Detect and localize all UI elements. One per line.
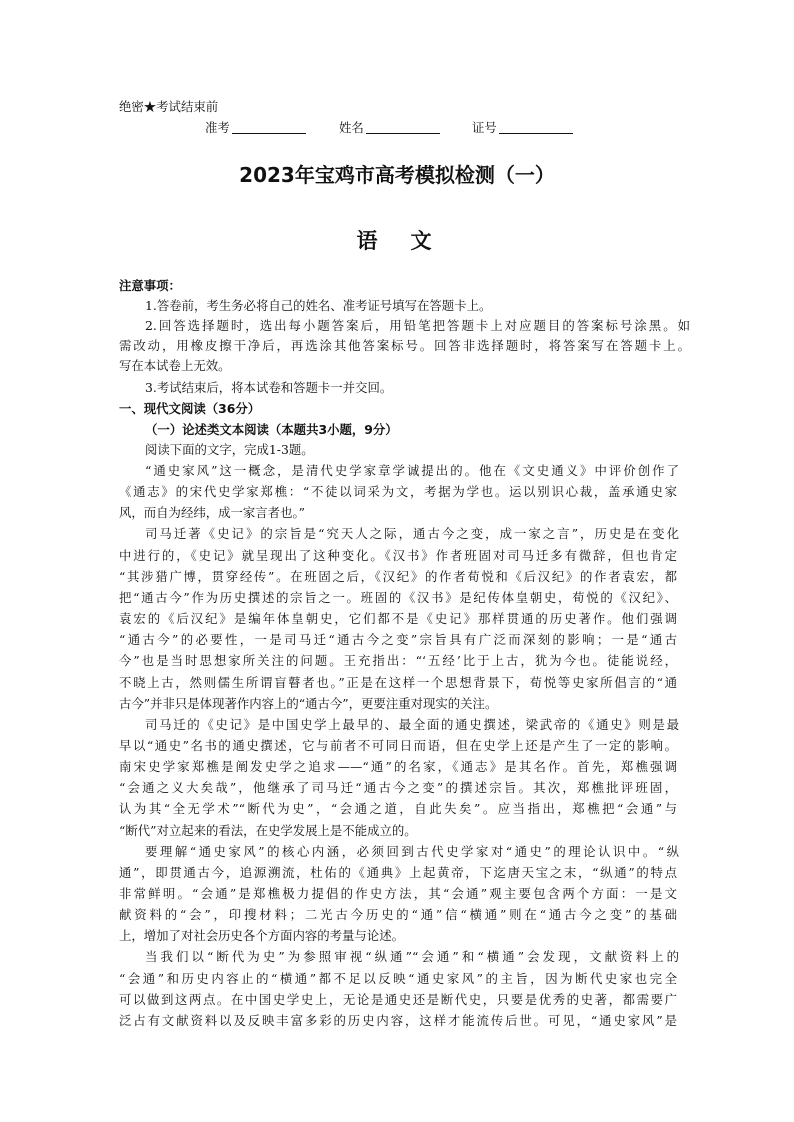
passage-line: 当我们以“断代为史”为参照审视“纵通”“会通”和“横通”会发现，文献资料上的 <box>145 949 679 964</box>
name-blank <box>366 121 440 134</box>
passage-line: 今”也是当时思想家所关注的问题。王充指出：“‘五经’比于上古，犹为今也。徒能说经， <box>119 653 677 668</box>
passage-line: 献资料的“会”，印搜材料；二光古今历史的“通”信“横通”则在“通古今之变”的基础 <box>119 907 677 922</box>
subject-title: 语 文 <box>356 229 438 253</box>
passage-line: 把“通古今”作为历史撰述的宗旨之一。班固的《汉书》是纪传体皇朝史，荀悦的《汉纪》、 <box>119 590 677 605</box>
exam-title: 2023年宝鸡市高考模拟检测（一） <box>239 163 555 187</box>
subsection-heading: （一）论述类文本阅读（本题共3小题，9分） <box>145 422 398 437</box>
notes-item: 写在本试卷上无效。 <box>119 358 231 373</box>
section-heading: 一、现代文阅读（36分） <box>119 401 261 416</box>
name-field <box>339 120 440 136</box>
name-label: 姓名 <box>339 120 364 135</box>
notes-heading: 注意事项： <box>119 278 181 293</box>
passage-line: “会通”和历史内容止的“横通”都不足以反映“通史家风”的主旨，因为断代史家也完全 <box>119 971 677 986</box>
passage-line: 南宋史学家郑樵是阐发史学之追求——“通”的名家，《通志》是其名作。首先，郑樵强调 <box>119 759 677 774</box>
examinee-id-field <box>205 120 306 136</box>
passage-line: 可以做到这两点。在中国史学史上，无论是通史还是断代史，只要是优秀的史著，都需要广 <box>119 992 677 1007</box>
passage-line: 泛占有文献资料以及反映丰富多彩的历史内容，这样才能流传后世。可见，“通史家风”是 <box>119 1013 677 1028</box>
passage-line: 中进行的，《史记》就呈现出了这种变化。《汉书》作者班固对司马迁多有微辞，但也肯定 <box>119 548 677 563</box>
instruction-text: 阅读下面的文字，完成1-3题。 <box>145 442 314 457</box>
notes-item: 需改动，用橡皮擦干净后，再选涂其他答案标号。回答非选择题时，将答案写在答题卡上。 <box>119 338 690 353</box>
examinee-id-label: 准考 <box>205 120 230 135</box>
passage-line: 《通志》的宋代史学家郑樵：“不徒以词采为文，考据为学也。运以别识心裁，盖承通史家 <box>119 484 677 499</box>
passage-line: 要理解“通史家风”的核心内涵，必须回到古代史学家对“通史”的理论认识中。“纵 <box>145 844 679 859</box>
passage-line: 早以“通史”名书的通史撰述，它与前者不可同日而语，但在史学上还是产生了一定的影响。 <box>119 738 677 753</box>
passage-line: “会通之义大矣哉”，他继承了司马迁“通古今之变”的撰述宗旨。其次，郑樵批评班固， <box>119 780 677 795</box>
passage-line: 非常鲜明。“会通”是郑樵极力提倡的作史方法，其“会通”观主要包含两个方面：一是文 <box>119 886 677 901</box>
passage-line: 司马迁著《史记》的宗旨是“究天人之际，通古今之变，成一家之言”，历史是在变化 <box>145 526 679 541</box>
passage-line: 不晓上古，然则儒生所谓盲瞽者也。”正是在这样一个思想背景下，荀悦等史家所倡言的“通 <box>119 675 677 690</box>
notes-item: 2.回答选择题时，选出每小题答案后，用铅笔把答题卡上对应题目的答案标号涂黑。如 <box>145 318 690 333</box>
passage-line: 古今”并非只是体现著作内容上的“通古今”，更要注重对现实的关注。 <box>119 696 498 711</box>
passage-line: 袁宏的《后汉纪》是编年体皇朝史，它们都不是《史记》那样贯通的历史著作。他们强调 <box>119 611 677 626</box>
passage-line: 风，而自为经纬，成一家言者也。” <box>119 505 305 520</box>
notes-item: 1.答卷前，考生务必将自己的姓名、准考证号填写在答题卡上。 <box>145 298 492 313</box>
certificate-field <box>472 120 573 136</box>
passage-line: 认为其“全无学术”“断代为史”，“会通之道，自此失矣”。应当指出，郑樵把“会通”与 <box>119 801 677 816</box>
passage-line: 上，增加了对社会历史各个方面内容的考量与论述。 <box>119 928 404 943</box>
passage-line: 司马迁的《史记》是中国史学上最早的、最全面的通史撰述，梁武帝的《通史》则是最 <box>145 717 679 732</box>
certificate-blank <box>499 121 573 134</box>
notes-item: 3.考试结束后，将本试卷和答题卡一并交回。 <box>145 380 393 395</box>
certificate-label: 证号 <box>472 120 497 135</box>
passage-line: “通古今”的必要性，一是司马迁“通古今之变”宗旨具有广泛而深刻的影响；一是“通古 <box>119 632 677 647</box>
secret-label: 绝密★考试结束前 <box>119 99 219 114</box>
examinee-id-blank <box>232 121 306 134</box>
passage-line: “其涉猎广博，贯穿经传”。在班固之后，《汉纪》的作者荀悦和《后汉纪》的作者袁宏，都 <box>119 569 677 584</box>
passage-line: “断代”对立起来的看法，在史学发展上是不能成立的。 <box>119 823 417 838</box>
passage-line: 通”，即贯通古今，追源溯流，杜佑的《通典》上起黄帝，下迄唐天宝之末，“纵通”的特点 <box>119 865 677 880</box>
passage-line: “通史家风”这一概念，是清代史学家章学诚提出的。他在《文史通义》中评价创作了 <box>145 463 679 478</box>
